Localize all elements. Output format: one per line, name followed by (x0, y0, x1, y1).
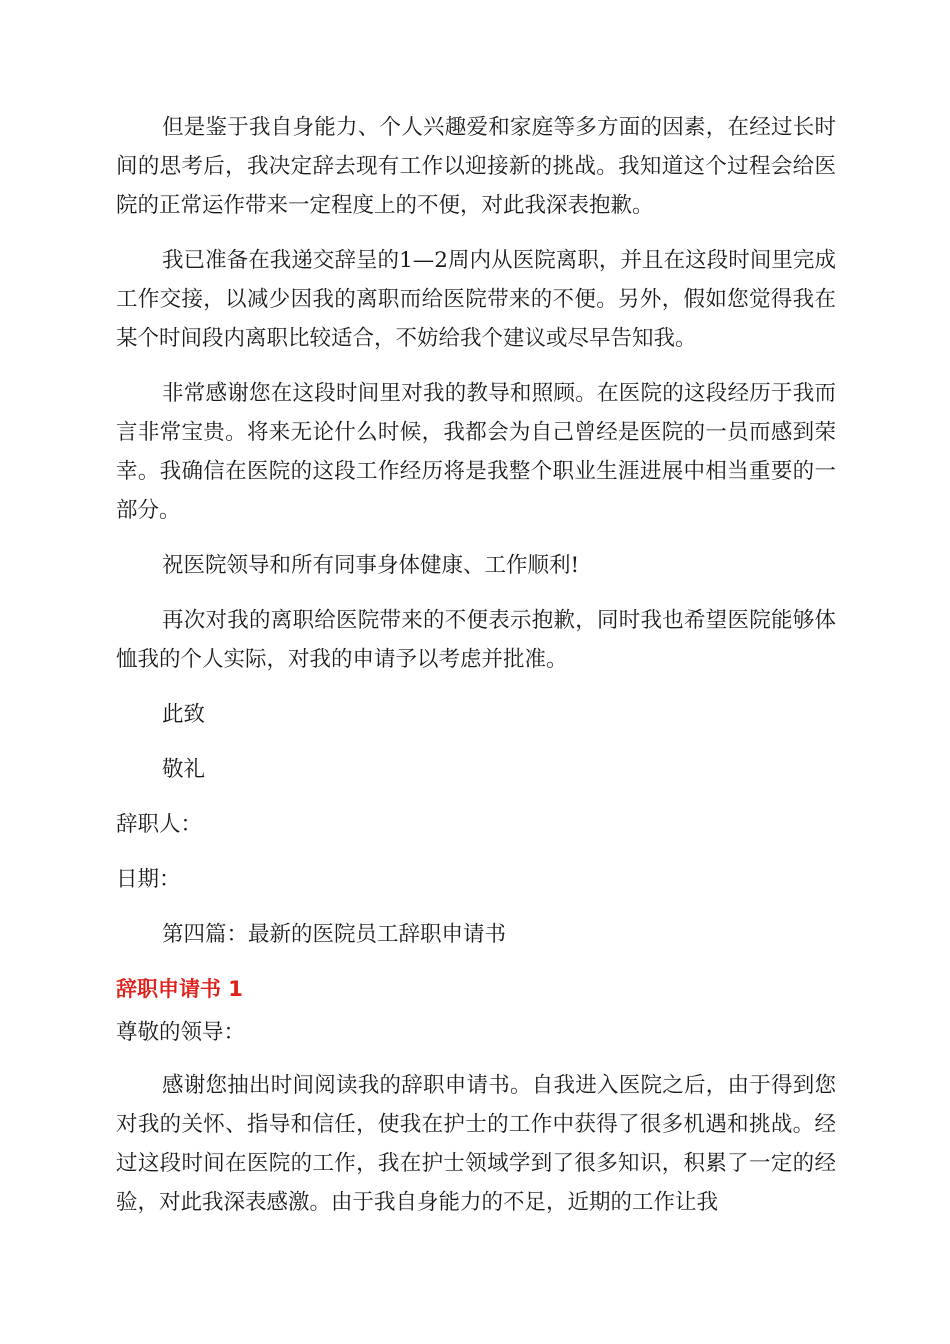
salutation: 尊敬的领导： (116, 1020, 246, 1045)
paragraph-intro: 感谢您抽出时间阅读我的辞职申请书。自我进入医院之后，由于得到您对我的关怀、指导和信任，使我在护士的工作中获得了很多机遇和挑战。经过这段时间在医院的工作，我在护士领域学到了很多知识，积累了一定的经验，对此我深表感激。由于我自身能力的不足，近期的工作让我 (116, 1073, 836, 1215)
signer-label: 辞职人： (116, 812, 203, 837)
paragraph-reasons: 但是鉴于我自身能力、个人兴趣爱和家庭等多方面的因素，在经过长时间的思考后，我决定辞去现有工作以迎接新的挑战。我知道这个过程会给医院的正常运作带来一定程度上的不便，对此我深表抱歉。 (116, 115, 836, 218)
letter-heading: 辞职申请书 1 (116, 977, 243, 1001)
paragraph-timeline: 我已准备在我递交辞呈的1—2周内从医院离职，并且在这段时间里完成工作交接，以减少因我的离职而给医院带来的不便。另外，假如您觉得我在某个时间段内离职比较适合，不妨给我个建议或尽早告知我。 (116, 248, 836, 351)
section-title: 第四篇：最新的医院员工辞职申请书 (162, 922, 507, 947)
closing-jingli: 敬礼 (162, 757, 206, 782)
date-label: 日期： (116, 867, 181, 892)
closing-cizhi: 此致 (162, 702, 206, 727)
paragraph-thanks: 非常感谢您在这段时间里对我的教导和照顾。在医院的这段经历于我而言非常宝贵。将来无论什么时候，我都会为自己曾经是医院的一员而感到荣幸。我确信在医院的这段工作经历将是我整个职业生涯进展中相当重要的一部分。 (116, 381, 836, 523)
paragraph-wishes: 祝医院领导和所有同事身体健康、工作顺利! (162, 553, 580, 578)
paragraph-apology: 再次对我的离职给医院带来的不便表示抱歉，同时我也希望医院能够体恤我的个人实际，对我的申请予以考虑并批准。 (116, 608, 836, 672)
document-body (116, 108, 836, 1238)
